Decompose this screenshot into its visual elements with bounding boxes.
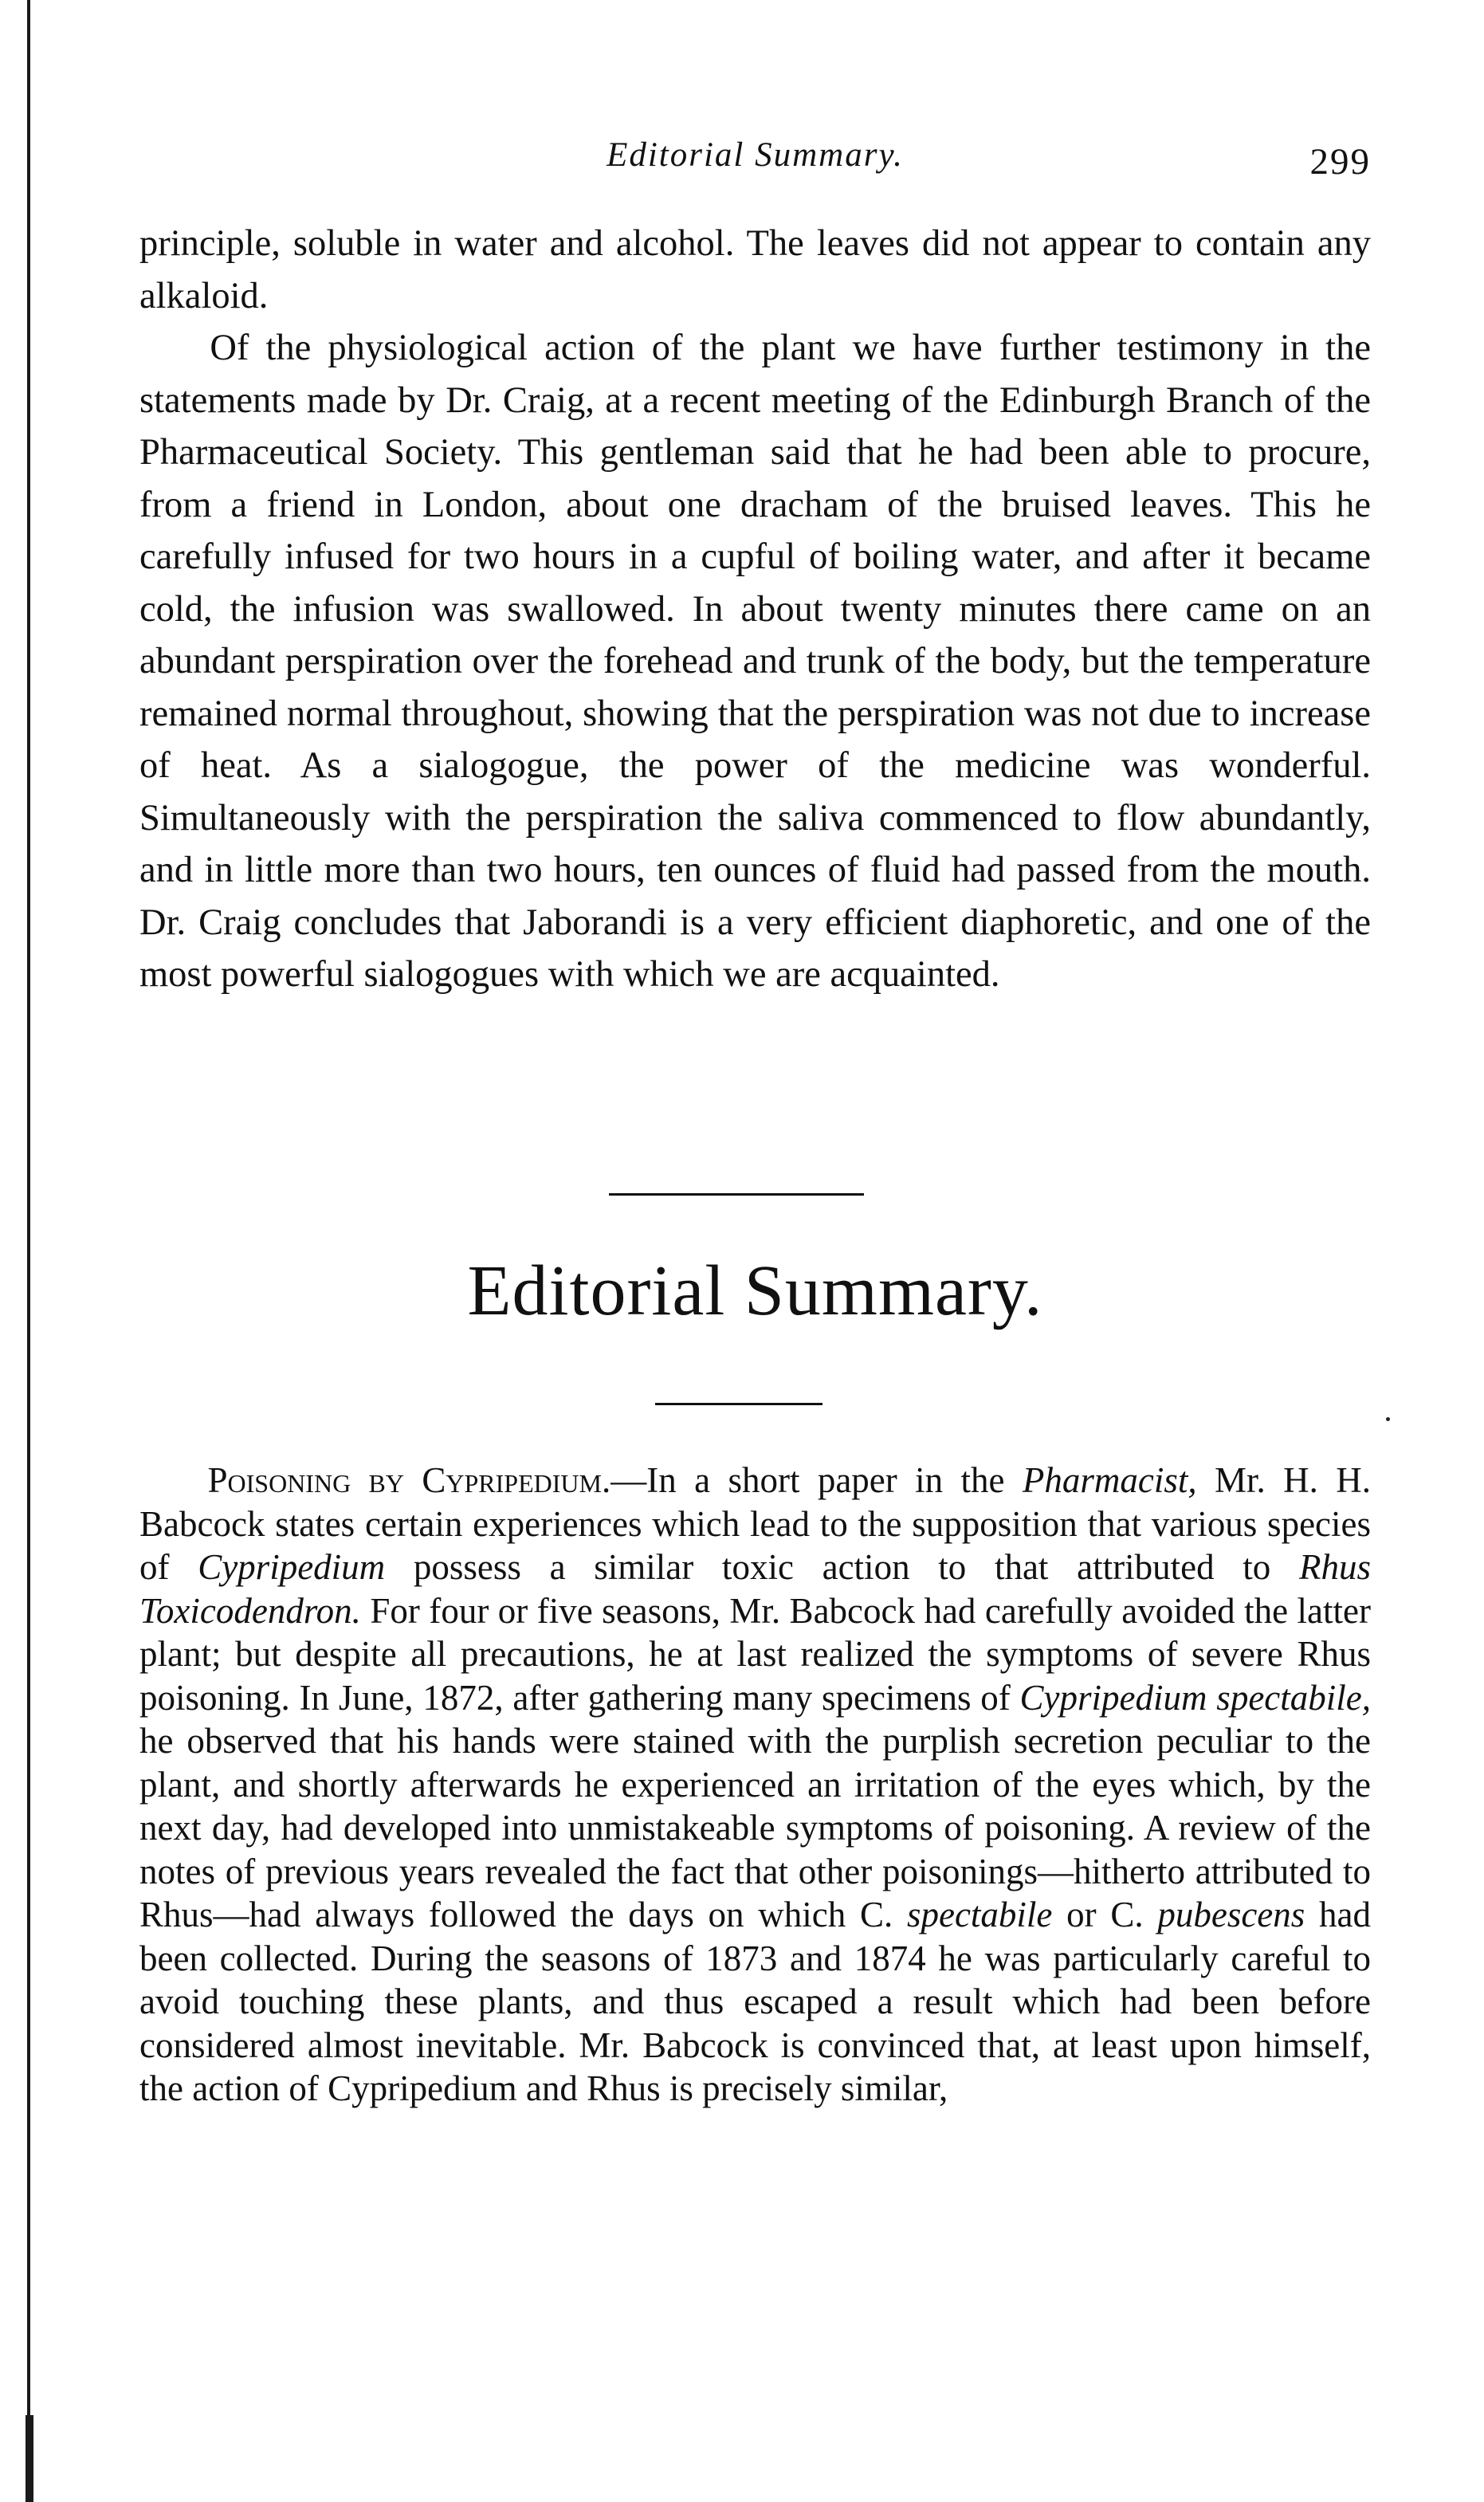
epithet-pubescens: pubescens — [1157, 1895, 1305, 1934]
summary-text-7: had been collected. During the seasons of 1873 and 1874 he was particularly careful to avoid touching these plants, and thus escaped a result which had been before considered almost inevitable. Mr. Babcock is convinced that, at least upon himself, the action of Cypripedium and Rhus is precisely similar, — [139, 1895, 1371, 2108]
journal-name: Pharmacist, — [1022, 1460, 1197, 1500]
running-head — [139, 136, 1371, 191]
section-divider-bottom — [655, 1403, 822, 1405]
epithet-spectabile: spectabile — [906, 1895, 1053, 1934]
scan-binding-edge — [27, 0, 30, 2502]
continuation-text — [139, 218, 1371, 1001]
page-number: 299 — [1309, 141, 1371, 183]
summary-paragraph — [139, 1459, 1371, 2111]
summary-text-3: possess a similar toxic action to that attributed to — [385, 1547, 1299, 1587]
running-title: Editorial Summary. — [607, 136, 904, 174]
summary-text-5: he observed that his hands were stained with the purplish secretion peculiar to the plant, and shortly afterwards he experienced an irritation of the eyes which, by the next day, had developed into unmistakeable symptoms of poisoning. A review of the notes of previous years revealed the fact that other poisonings—hitherto attributed to Rhus—had always followed the days on which C. — [139, 1721, 1371, 1934]
genus-name: Cypripedium — [198, 1547, 386, 1587]
species-spectabile: Cypripedium spectabile, — [1019, 1677, 1371, 1718]
summary-text-6: or C. — [1052, 1895, 1158, 1934]
species-rhus: Rhus Toxicodendron. — [139, 1547, 1371, 1631]
summary-article — [139, 1459, 1371, 2111]
section-heading: Editorial Summary. — [467, 1251, 1043, 1330]
summary-text-2: Mr. H. H. Babcock states certain experiences which lead to the supposition that various species of — [139, 1460, 1371, 1587]
continuation-paragraph-1: principle, soluble in water and alcohol. The leaves did not appear to contain any alkaloid. — [139, 223, 1371, 316]
continuation-paragraph-2: Of the physiological action of the plant we have further testimony in the statements made by Dr. Craig, at a recent meeting of the Edinburgh Branch of the Pharmaceutical Society. This gentleman said that he had been able to procure, from a friend in London, about one dracham of the bruised leaves. This he carefully infused for two hours in a cupful of boiling water, and after it became cold, the infusion was swallowed. In about twenty minutes there came on an abundant perspiration over the forehead and trunk of the body, but the temperature remained normal throughout, showing that the perspiration was not due to increase of heat. As a sialogogue, the power of the medicine was wonderful. Simultaneously with the perspiration the saliva commenced to flow abundantly, and in little more than two hours, ten ounces of fluid had passed from the mouth. Dr. Craig concludes that Jaborandi is a very efficient diaphoretic, and one of the most powerful sialogogues with which we are acquainted. — [139, 328, 1371, 995]
article-title: Poisoning by Cypripedium. — [207, 1460, 611, 1500]
summary-text-1: —In a short paper in the — [610, 1460, 1023, 1500]
section-divider-top — [609, 1193, 864, 1196]
scan-binding-edge-foot — [14, 2415, 46, 2502]
stray-mark — [1386, 1417, 1390, 1421]
summary-text-4: For four or five seasons, Mr. Babcock had carefully avoided the latter plant; but despite all precautions, he at last realized the symptoms of severe Rhus poisoning. In June, 1872, after gathering many specimens of — [139, 1590, 1371, 1718]
